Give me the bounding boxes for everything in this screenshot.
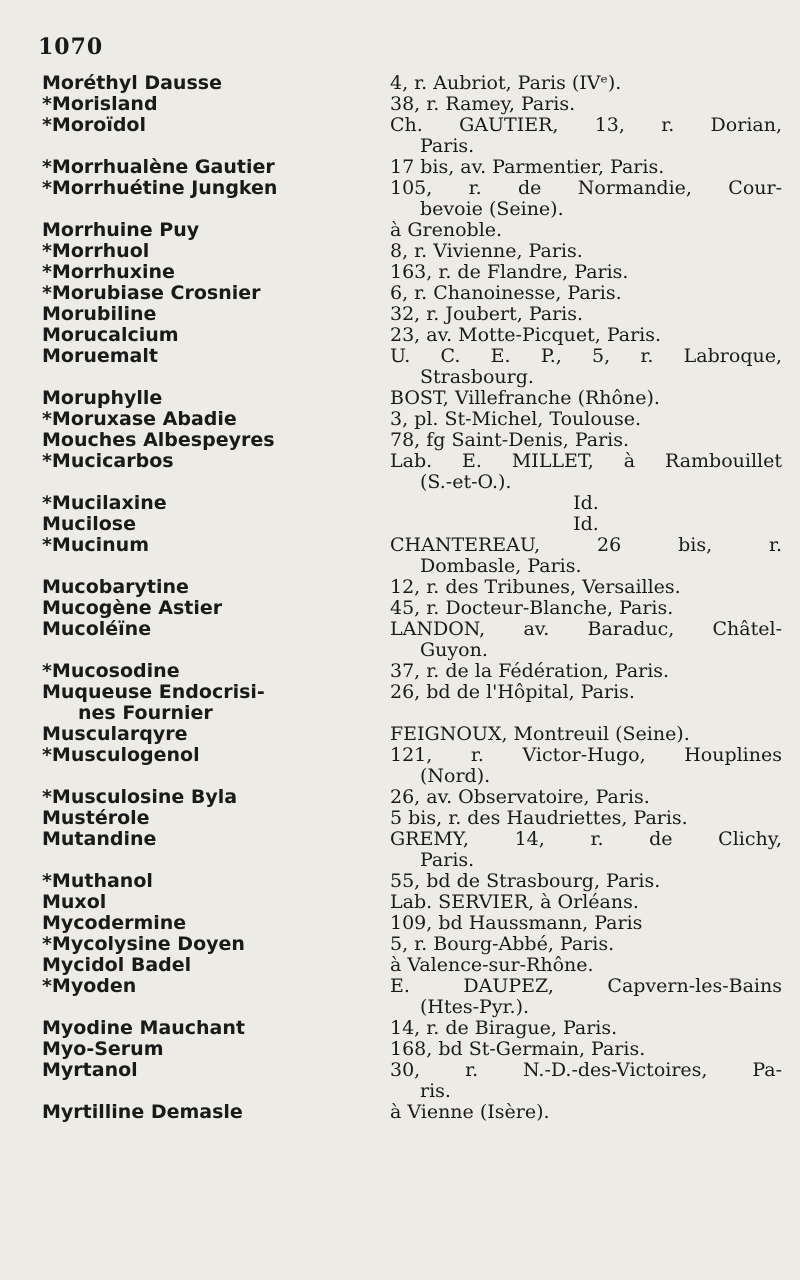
address-line: Lab. SERVIER, à Orléans.: [390, 891, 639, 913]
directory-entry: [0, 913, 800, 934]
directory-entry: [0, 1039, 800, 1060]
address-line: 109, bd Haussmann, Paris: [390, 912, 643, 934]
product-name: Mucilose: [42, 513, 136, 535]
product-name: Mucoléïne: [42, 618, 152, 640]
directory-entry: [0, 346, 800, 388]
directory-entry: [0, 241, 800, 262]
address: [390, 220, 782, 241]
address-line: 37, r. de la Fédération, Paris.: [390, 660, 670, 682]
address-line: (Htes-Pyr.).: [420, 996, 530, 1018]
address-line: 105, r. de Normandie, Cour-: [390, 177, 782, 199]
address-line: E. DAUPEZ, Capvern-les-Bains: [390, 975, 782, 997]
product-name: Mucobarytine: [42, 576, 189, 598]
address: [390, 346, 782, 388]
product-name: Moruphylle: [42, 387, 163, 409]
product-name: Mycidol Badel: [42, 954, 192, 976]
address-line: Ch. GAUTIER, 13, r. Dorian,: [390, 114, 782, 136]
address-line: Dombasle, Paris.: [420, 555, 582, 577]
product-name: Morubiline: [42, 303, 157, 325]
address-line: 8, r. Vivienne, Paris.: [390, 240, 583, 262]
product-name: Muxol: [42, 891, 107, 913]
address-line: 26, av. Observatoire, Paris.: [390, 786, 650, 808]
address-line: Id.: [573, 513, 599, 535]
address: [390, 388, 782, 409]
product-name: Muqueuse Endocrisi-: [42, 681, 265, 703]
directory-entry: [0, 787, 800, 808]
address-line: 32, r. Joubert, Paris.: [390, 303, 584, 325]
product-name: *Moruxase Abadie: [42, 408, 237, 430]
address: [390, 430, 782, 451]
address-line: 26, bd de l'Hôpital, Paris.: [390, 681, 635, 703]
product-name: Myrtilline Demasle: [42, 1101, 243, 1123]
product-name: Myodine Mauchant: [42, 1017, 245, 1039]
address: [390, 724, 782, 745]
product-name: Mucogène Astier: [42, 597, 223, 619]
directory-entry: [0, 451, 800, 493]
address: [390, 955, 782, 976]
directory-entry: [0, 283, 800, 304]
directory-entry: [0, 934, 800, 955]
address: [390, 304, 782, 325]
address-line: 38, r. Ramey, Paris.: [390, 93, 576, 115]
address: [390, 73, 782, 94]
product-name: *Morisland: [42, 93, 158, 115]
address: [390, 451, 782, 493]
directory-entry: [0, 409, 800, 430]
address: [390, 682, 782, 724]
address: [390, 1039, 782, 1060]
address-line: 5 bis, r. des Haudriettes, Paris.: [390, 807, 688, 829]
page-number: 1070: [38, 34, 104, 60]
address-line: Strasbourg.: [420, 366, 534, 388]
address: [390, 976, 782, 1018]
directory-entry: [0, 514, 800, 535]
product-name: *Musculogenol: [42, 744, 200, 766]
product-name: *Morrhuol: [42, 240, 150, 262]
address: [390, 115, 782, 157]
address: [390, 598, 782, 619]
address: [390, 493, 782, 514]
directory-entry: [0, 388, 800, 409]
address-line: U. C. E. P., 5, r. Labroque,: [390, 345, 782, 367]
address-line: Lab. E. MILLET, à Rambouillet: [390, 450, 782, 472]
address: [390, 514, 782, 535]
address: [390, 577, 782, 598]
address: [390, 892, 782, 913]
directory-entry: [0, 892, 800, 913]
directory-entry: [0, 178, 800, 220]
address-line: Paris.: [420, 849, 475, 871]
address-line: 163, r. de Flandre, Paris.: [390, 261, 629, 283]
address-line: 45, r. Docteur-Blanche, Paris.: [390, 597, 674, 619]
address-line: FEIGNOUX, Montreuil (Seine).: [390, 723, 690, 745]
directory-entry: [0, 1102, 800, 1123]
address-line: BOST, Villefranche (Rhône).: [390, 387, 660, 409]
address-line: 23, av. Motte-Picquet, Paris.: [390, 324, 662, 346]
directory-entry: [0, 73, 800, 94]
product-name: *Musculosine Byla: [42, 786, 238, 808]
address: [390, 409, 782, 430]
product-name: *Morubiase Crosnier: [42, 282, 261, 304]
address: [390, 241, 782, 262]
product-name: Myrtanol: [42, 1059, 138, 1081]
address: [390, 94, 782, 115]
directory-entry: [0, 808, 800, 829]
product-name: *Morrhuxine: [42, 261, 175, 283]
product-name: Myo-Serum: [42, 1038, 164, 1060]
product-name: *Mucosodine: [42, 660, 180, 682]
directory-entry: [0, 724, 800, 745]
address: [390, 934, 782, 955]
address: [390, 871, 782, 892]
product-name: *Morrhualène Gautier: [42, 156, 275, 178]
address: [390, 661, 782, 682]
address-line: 12, r. des Tribunes, Versailles.: [390, 576, 681, 598]
directory-entry: [0, 535, 800, 577]
directory-entry: [0, 1018, 800, 1039]
directory-entry: [0, 157, 800, 178]
product-name-continued: nes Fournier: [78, 702, 213, 724]
address-line: à Vienne (Isère).: [390, 1101, 550, 1123]
directory-entry: [0, 829, 800, 871]
product-name: *Morrhuétine Jungken: [42, 177, 278, 199]
address-line: à Grenoble.: [390, 219, 503, 241]
product-name: Mycodermine: [42, 912, 187, 934]
directory-entry: [0, 598, 800, 619]
product-name: Morrhuine Puy: [42, 219, 200, 241]
directory-entry: [0, 430, 800, 451]
address-line: (Nord).: [420, 765, 491, 787]
address-line: Paris.: [420, 135, 475, 157]
address: [390, 1060, 782, 1102]
product-name: Moruemalt: [42, 345, 158, 367]
directory-entry: [0, 304, 800, 325]
directory-entry: [0, 577, 800, 598]
directory-list: [0, 73, 800, 1123]
product-name: Moréthyl Dausse: [42, 72, 222, 94]
product-name: *Mucilaxine: [42, 492, 167, 514]
address-line: CHANTEREAU, 26 bis, r.: [390, 534, 782, 556]
directory-entry: [0, 115, 800, 157]
address-line: 55, bd de Strasbourg, Paris.: [390, 870, 661, 892]
address: [390, 829, 782, 871]
address: [390, 157, 782, 178]
product-name: *Mucinum: [42, 534, 149, 556]
address: [390, 619, 782, 661]
address: [390, 262, 782, 283]
directory-entry: [0, 619, 800, 661]
product-name: Mutandine: [42, 828, 157, 850]
address-line: LANDON, av. Baraduc, Châtel-: [390, 618, 782, 640]
product-name: *Muthanol: [42, 870, 153, 892]
address-line: (S.-et-O.).: [420, 471, 512, 493]
address-line: 30, r. N.-D.-des-Victoires, Pa-: [390, 1059, 782, 1081]
address-line: GREMY, 14, r. de Clichy,: [390, 828, 782, 850]
address-line: ris.: [420, 1080, 451, 1102]
address: [390, 1018, 782, 1039]
address-line: 6, r. Chanoinesse, Paris.: [390, 282, 622, 304]
directory-entry: [0, 871, 800, 892]
directory-entry: [0, 325, 800, 346]
directory-entry: [0, 682, 800, 724]
directory-entry: [0, 1060, 800, 1102]
product-name: *Moroïdol: [42, 114, 146, 136]
address: [390, 745, 782, 787]
directory-entry: [0, 976, 800, 1018]
address-line: 5, r. Bourg-Abbé, Paris.: [390, 933, 615, 955]
directory-entry: [0, 955, 800, 976]
address-line: 3, pl. St-Michel, Toulouse.: [390, 408, 642, 430]
directory-entry: [0, 745, 800, 787]
product-name: Mouches Albespeyres: [42, 429, 275, 451]
address-line: 168, bd St-Germain, Paris.: [390, 1038, 646, 1060]
address: [390, 913, 782, 934]
directory-entry: [0, 262, 800, 283]
directory-entry: [0, 220, 800, 241]
address-line: 78, fg Saint-Denis, Paris.: [390, 429, 630, 451]
product-name: Morucalcium: [42, 324, 179, 346]
product-name: *Myoden: [42, 975, 137, 997]
address-line: à Valence-sur-Rhône.: [390, 954, 594, 976]
address: [390, 283, 782, 304]
directory-entry: [0, 661, 800, 682]
address-line: 17 bis, av. Parmentier, Paris.: [390, 156, 665, 178]
address: [390, 787, 782, 808]
product-name: *Mycolysine Doyen: [42, 933, 245, 955]
address: [390, 178, 782, 220]
product-name: *Mucicarbos: [42, 450, 174, 472]
address-line: 4, r. Aubriot, Paris (IVᵉ).: [390, 72, 622, 94]
address-line: Id.: [573, 492, 599, 514]
product-name: Muscularqyre: [42, 723, 188, 745]
address: [390, 1102, 782, 1123]
address-line: 14, r. de Birague, Paris.: [390, 1017, 618, 1039]
address-line: bevoie (Seine).: [420, 198, 564, 220]
address: [390, 535, 782, 577]
directory-entry: [0, 94, 800, 115]
spacer: [390, 703, 782, 724]
product-name: Mustérole: [42, 807, 150, 829]
address-line: 121, r. Victor-Hugo, Houplines: [390, 744, 782, 766]
address: [390, 808, 782, 829]
directory-entry: [0, 493, 800, 514]
address: [390, 325, 782, 346]
address-line: Guyon.: [420, 639, 488, 661]
